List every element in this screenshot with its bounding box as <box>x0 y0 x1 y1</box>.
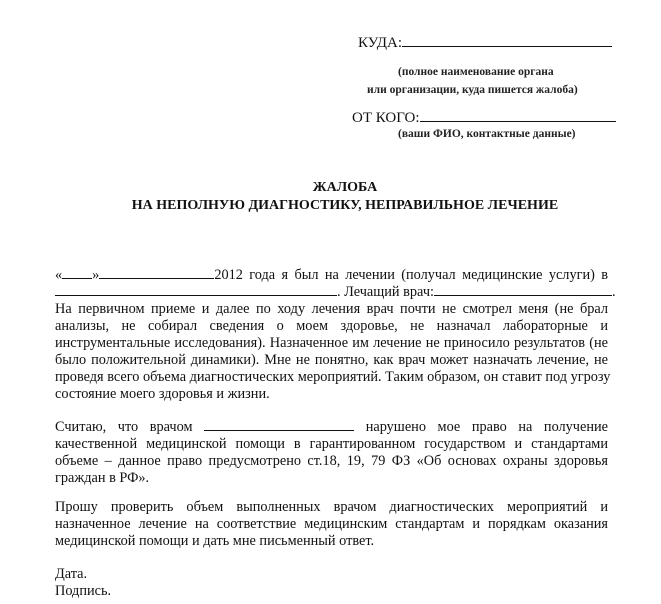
to-hint-1: (полное наименование органа <box>398 66 554 78</box>
p2-line: качественной медицинской помощи в гарантированном государством и стандартами <box>55 436 608 452</box>
doctor-name-blank <box>204 430 354 431</box>
p2-line-1 <box>55 419 608 436</box>
from-blank <box>420 121 616 122</box>
p3-line: назначенное лечение на соответствие медицинским стандартам и порядкам оказания <box>55 516 608 532</box>
doctor-blank <box>434 295 612 296</box>
p1-line: проведя всего объема диагностических мероприятий. Таким образом, он ставит под угрозу <box>55 369 611 385</box>
to-hint-2: или организации, куда пишется жалоба) <box>367 84 578 96</box>
from-label: ОТ КОГО: <box>352 110 420 126</box>
p1-line: было положительной динамики). Мне не понятно, как врач может назначать лечение, не <box>55 352 608 368</box>
p1-line: инструментальные исследования). Назначенное им лечение не приносило результатов (не <box>55 335 608 351</box>
intro-text: 2012 года я был на лечении (получал медицинские услуги) в <box>214 267 608 283</box>
p3-line: медицинской помощи и дать мне письменный ответ. <box>55 533 375 549</box>
day-blank <box>62 278 92 279</box>
quote-close: » <box>92 267 100 283</box>
to-field <box>358 35 612 52</box>
institution-blank <box>55 295 337 296</box>
p3-line: Прошу проверить объем выполненных врачом диагностических мероприятий и <box>55 499 608 515</box>
intro-line-2 <box>55 284 616 301</box>
period: . <box>612 284 616 300</box>
p2-line: объеме – данное право предусмотрено ст.18, 19, 79 ФЗ «Об основах охраны здоровья <box>55 453 608 469</box>
from-field <box>352 110 616 127</box>
p1-line: состояние моего здоровья и жизни. <box>55 386 270 402</box>
p2-start: Считаю, что врачом <box>55 419 193 435</box>
quote-open: « <box>55 267 63 283</box>
doctor-label: . Лечащий врач: <box>337 284 434 300</box>
p1-line: На первичном приеме и далее по ходу лечения врач почти не смотрел меня (не брал <box>55 301 608 317</box>
p2-line: граждан в РФ». <box>55 470 150 486</box>
p2-after-blank: нарушено мое право на получение <box>365 419 608 435</box>
intro-line-1 <box>55 267 608 284</box>
p1-line: анализы, не собирал сведения о моем здоровье, не назначал лабораторные и <box>55 318 608 334</box>
from-hint: (ваши ФИО, контактные данные) <box>398 128 576 140</box>
month-blank <box>99 278 214 279</box>
to-label: КУДА: <box>358 35 403 51</box>
date-label: Дата. <box>55 566 88 582</box>
signature-label: Подпись. <box>55 583 112 599</box>
to-blank <box>402 46 612 47</box>
document-title: ЖАЛОБА <box>312 180 378 195</box>
document-subtitle: НА НЕПОЛНУЮ ДИАГНОСТИКУ, НЕПРАВИЛЬНОЕ ЛЕЧЕНИЕ <box>131 198 559 213</box>
